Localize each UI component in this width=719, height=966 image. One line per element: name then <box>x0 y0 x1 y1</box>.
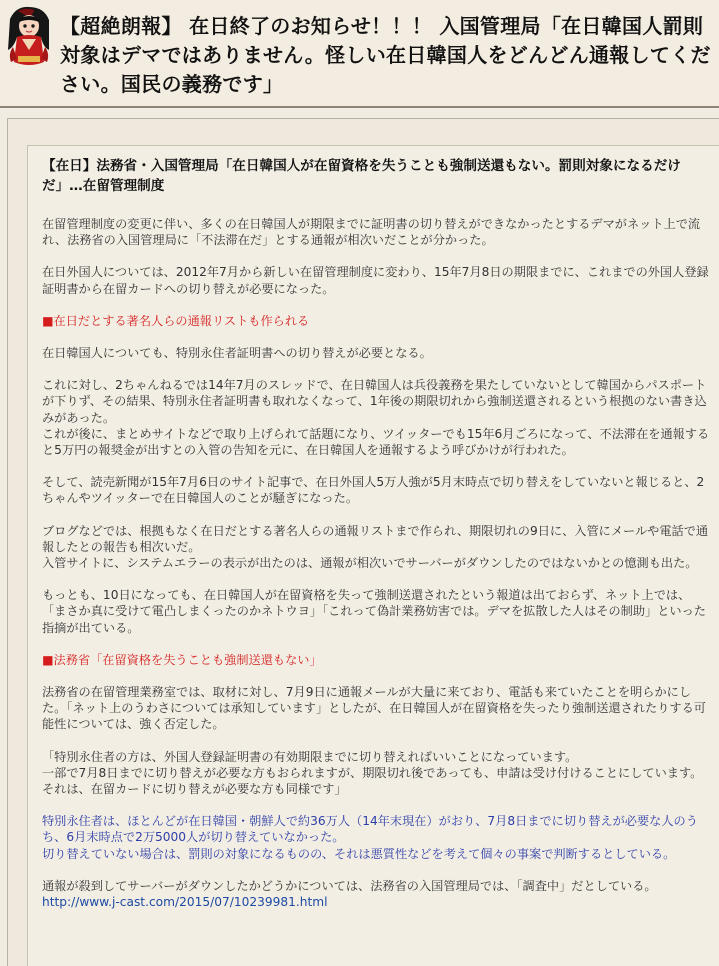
article-paragraph: 在日外国人については、2012年7月から新しい在留管理制度に変わり、15年7月8日の期限までに、これまでの外国人登録証明書から在留カードへの切り替えが必要になった。 <box>42 265 709 296</box>
paragraph-spacer <box>42 571 712 587</box>
paragraph-spacer <box>42 248 712 264</box>
paragraph-spacer <box>42 668 712 684</box>
article-paragraph: 在留管理制度の変更に伴い、多くの在日韓国人が期限までに証明書の切り替えができなかったとするデマがネット上で流れ、法務省の入国管理局に「不法滞在だ」とする通報が相次いだことが分かった。 <box>42 217 701 248</box>
article-paragraph: そして、読売新聞が15年7月6日のサイト記事で、在日外国人5万人強が5月末時点で切り替えをしていないと報じると、2ちゃんやツイッターで在日韓国人のことが騒ぎになった。 <box>42 475 705 506</box>
section-heading-ministry: ■法務省「在留資格を失うことも強制送還もない」 <box>42 652 322 667</box>
thread-title: 【超絶朗報】 在日終了のお知らせ！！！ 入国管理局「在日韓国人罰則対象はデマではありません。怪しい在日韓国人をどんどん通報してください。国民の義務です」 <box>60 14 711 96</box>
avatar-icon <box>2 2 56 72</box>
article-body <box>42 216 712 910</box>
post-content <box>7 118 719 966</box>
quoted-article <box>27 145 719 966</box>
article-paragraph: もっとも、10日になっても、在日韓国人が在留資格を失って強制送還されたという報道は出ておらず、ネット上では、 「まさか真に受けて電凸しまくったのかネトウヨ」「これって偽計業務妨害では。デマを拡散した人はその制助」といった指摘が出ている。 <box>42 588 706 635</box>
paragraph-spacer <box>42 329 712 345</box>
paragraph-spacer <box>42 636 712 652</box>
source-link[interactable]: http://www.j-cast.com/2015/07/10239981.html <box>42 895 328 910</box>
article-paragraph: 法務省の在留管理業務室では、取材に対し、7月9日に通報メールが大量に来ており、電話も来ていたことを明らかにした。「ネット上のうわさについては承知しています」としたが、在日韓国人が在留資格を失ったり強制送還されたりする可能性については、強く否定した。 <box>42 685 706 732</box>
ministry-quote: 「特別永住者の方は、外国人登録証明書の有効期限までに切り替えればいいことになっています。 一部で7月8日までに切り替えが必要な方もおられますが、期限切れ後であっても、申請は受け付けることにしています。それは、在留カードに切り替えが必要な方も同様です」 <box>42 749 703 797</box>
article-title: 【在日】法務省・入国管理局「在日韓国人が在留資格を失うことも強制送還もない。罰則対象になるだけだ」…在留管理制度 <box>42 158 681 194</box>
article-paragraph: ブログなどでは、根拠もなく在日だとする著名人らの通報リストまで作られ、期限切れの9日に、入管にメールや電話で通報したとの報告も相次いだ。 入管サイトに、システムエラーの表示が出たのは、通報が相次いでサーバーがダウンしたのではないかとの憶測も出た。 <box>42 523 709 571</box>
paragraph-spacer <box>42 361 712 377</box>
thread-header <box>0 0 719 108</box>
section-heading-reporting-list: ■在日だとする著名人らの通報リストも作られる <box>42 313 310 328</box>
paragraph-spacer <box>42 862 712 878</box>
paragraph-spacer <box>42 458 712 474</box>
article-paragraph: 在日韓国人についても、特別永住者証明書への切り替えが必要となる。 <box>42 346 432 361</box>
paragraph-spacer <box>42 797 712 813</box>
paragraph-spacer <box>42 507 712 523</box>
paragraph-spacer <box>42 733 712 749</box>
article-paragraph: これに対し、2ちゃんねるでは14年7月のスレッドで、在日韓国人は兵役義務を果たしていないとして韓国からパスポートが下りず、その結果、特別永住者証明書も取れなくなって、1年後の期限切れから強制送還されるという根拠のない書き込みがあった。 これが後に、まとめサイトなどで取り上げられて話題になり、ツイッターでも15年6月ごろになって、不法滞在を通報すると5万円の報奨金が出すとの入管の告知を元に、在日韓国人を通報するよう呼びかけが行われた。 <box>42 378 710 458</box>
highlighted-statement: 特別永住者は、ほとんどが在日韓国・朝鮮人で約36万人（14年末現在）がおり、7月8日までに切り替えが必要な人のうち、6月末時点で2万5000人が切り替えていなかった。 切り替えていない場合は、罰則の対象になるものの、それは悪質性などを考えて個々の事案で判断するとしている。 <box>42 814 698 861</box>
paragraph-spacer <box>42 297 712 313</box>
article-paragraph: 通報が殺到してサーバーがダウンしたかどうかについては、法務省の入国管理局では、「調査中」だとしている。 <box>42 878 657 893</box>
avatar-illustration <box>2 2 56 72</box>
